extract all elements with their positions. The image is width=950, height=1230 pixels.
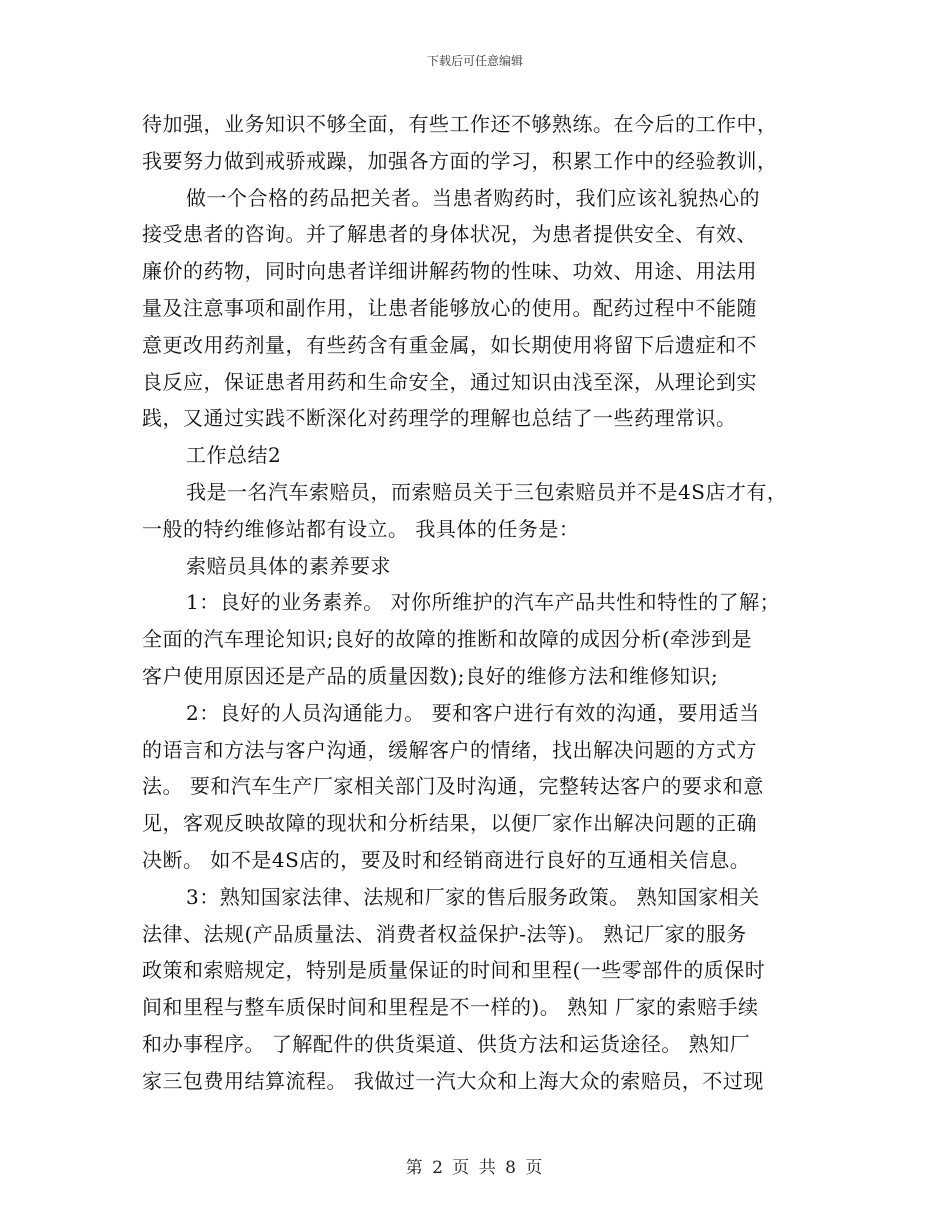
text-line: 1：良好的业务素养。 对你所维护的汽车产品共性和特性的了解； — [186, 590, 781, 615]
text-line: 2：良好的人员沟通能力。 要和客户进行有效的沟通，要用适当 — [186, 700, 760, 725]
text-line: 良反应，保证患者用药和生命安全，通过知识由浅至深，从理论到实 — [142, 369, 757, 394]
subheading: 索赔员具体的素养要求 — [186, 553, 391, 578]
text-line: 3：熟知国家法律、法规和厂家的售后服务政策。 熟知国家相关 — [186, 884, 760, 909]
text-line: 的语言和方法与客户沟通，缓解客户的情绪，找出解决问题的方式方 — [142, 737, 757, 762]
text-line: 全面的汽车理论知识;良好的故障的推断和故障的成因分析(牵涉到是 — [142, 627, 753, 652]
text-line: 和办事程序。 了解配件的供货渠道、供货方法和运货途径。 熟知厂 — [142, 1031, 751, 1056]
text-line: 量及注意事项和副作用，让患者能够放心的使用。配药过程中不能随 — [142, 295, 757, 320]
text-line: 决断。 如不是4S店的，要及时和经销商进行良好的互通相关信息。 — [142, 847, 751, 872]
text-line: 法律、法规(产品质量法、消费者权益保护-法等)。 熟记厂家的服务 — [142, 921, 747, 946]
text-line: 客户使用原因还是产品的质量因数);良好的维修方法和维修知识; — [142, 663, 719, 688]
text-line: 间和里程与整车质保时间和里程是不一样的)。 熟知 厂家的索赔手续 — [142, 995, 759, 1020]
text-line: 家三包费用结算流程。 我做过一汽大众和上海大众的索赔员，不过现 — [142, 1068, 764, 1093]
text-line: 法。 要和汽车生产厂家相关部门及时沟通，完整转达客户的要求和意 — [142, 774, 764, 799]
text-line: 接受患者的咨询。并了解患者的身体状况，为患者提供安全、有效、 — [142, 222, 757, 247]
text-line: 践，又通过实践不断深化对药理学的理解也总结了一些药理常识。 — [142, 406, 737, 431]
text-line: 待加强，业务知识不够全面，有些工作还不够熟练。在今后的工作中， — [142, 112, 778, 136]
text-line: 见，客观反映故障的现状和分析结果，以便厂家作出解决问题的正确 — [142, 811, 757, 836]
text-line: 我要努力做到戒骄戒躁，加强各方面的学习，积累工作中的经验教训， — [142, 148, 778, 173]
text-line: 一般的特约维修站都有设立。 我具体的任务是： — [142, 516, 580, 541]
text-line: 意更改用药剂量，有些药含有重金属，如长期使用将留下后遗症和不 — [142, 332, 757, 357]
document-body — [142, 106, 817, 1100]
section-heading: 工作总结2 — [186, 443, 282, 468]
text-line: 政策和索赔规定，特别是质量保证的时间和里程(一些零部件的质保时 — [142, 958, 766, 983]
text-line: 廉价的药物，同时向患者详细讲解药物的性味、功效、用途、用法用 — [142, 259, 757, 284]
page-number: 第 2 页 共 8 页 — [405, 1158, 545, 1178]
page-header: 下载后可任意编辑 — [426, 54, 523, 68]
text-line: 做一个合格的药品把关者。当患者购药时，我们应该礼貌热心的 — [186, 185, 760, 210]
text-line: 我是一名汽车索赔员，而索赔员关于三包索赔员并不是4S店才有， — [186, 479, 788, 504]
